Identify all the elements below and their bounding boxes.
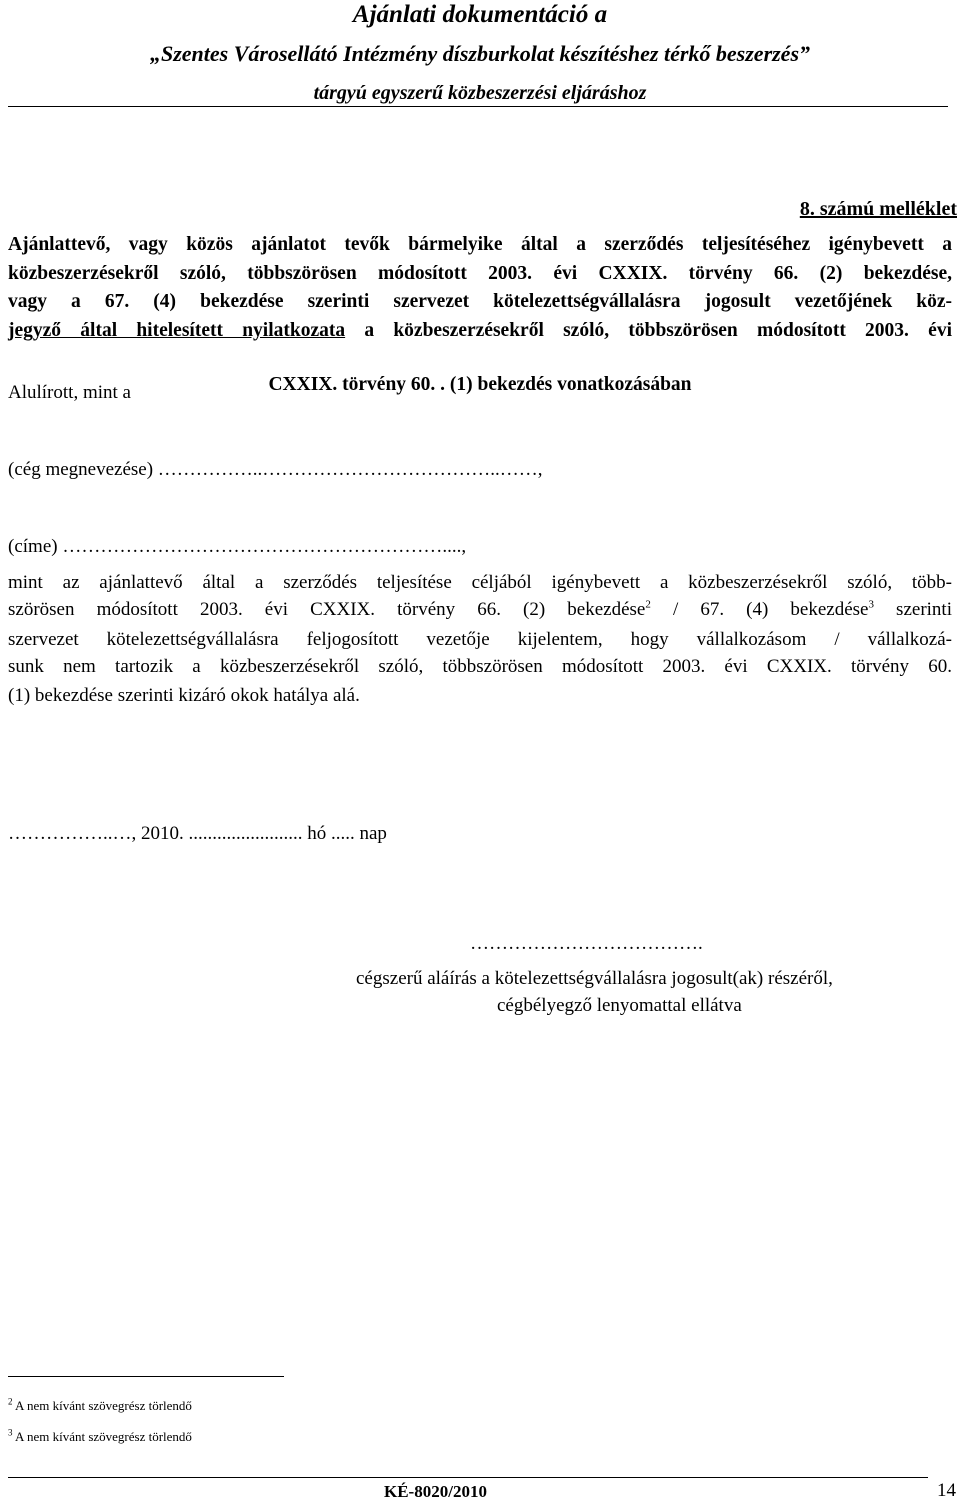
footnote-2-text: A nem kívánt szövegrész törlendő [12,1398,192,1413]
address-field[interactable] [8,535,466,559]
notarized-statement-phrase: jegyző által hitelesített nyilatkozata [8,320,346,341]
footnote-ref-2[interactable]: 2 [645,598,651,611]
address-label: (címe) [8,536,63,557]
title-line-1: Ajánlattevő, vagy közös ajánlatot tevők bármelyike által a szerződés teljesítéséhez igénybevett a [8,234,952,255]
footnote-2 [8,1398,192,1414]
declaration-line-2a: szörösen módosított 2003. évi CXXIX. törvény 66. (2) bekezdése [8,599,646,620]
footnote-3-number: 3 [8,1427,13,1438]
undersigned-label: Alulírott, mint a [8,382,131,403]
declaration-line-2 [8,597,952,623]
date-line[interactable]: ……………..…, 2010. ........................ hó ..... nap [8,823,387,844]
signature-blank[interactable]: ………………………………. [470,933,703,954]
declaration-line-1: mint az ajánlattevő által a szerződés teljesítése céljából igénybevett a közbeszerzésekről szóló, több- [8,572,952,593]
declaration-line-4: sunk nem tartozik a közbeszerzésekről szóló, többszörösen módosított 2003. évi CXXIX. törvény 60. [8,656,952,677]
company-name-blank[interactable]: ……………..………………………………..……, [157,459,543,480]
document-header-subject: tárgyú egyszerű közbeszerzési eljáráshoz [313,82,647,104]
declaration-line-3: szervezet kötelezettségvállalásra feljogosított vezetője kijelentem, hogy vállalkozásom / vállalkozá- [8,629,952,650]
declaration-line-5: (1) bekezdése szerinti kizáró okok hatálya alá. [8,685,360,706]
document-header-title: Ajánlati dokumentáció a [352,1,608,28]
document-header-project: „Szentes Városellátó Intézmény díszburkolat készítéshez térkő beszerzés” [149,41,811,66]
footnote-divider [8,1376,284,1377]
footer-document-code: KÉ-8020/2010 [384,1482,487,1501]
footnote-3 [8,1429,192,1445]
header-divider [8,106,948,107]
company-name-label: (cég megnevezése) [8,459,158,480]
address-blank[interactable]: ……………………………………………………...., [62,536,467,557]
company-name-field[interactable] [8,458,543,482]
signature-caption-line-1: cégszerű aláírás a kötelezettségvállalásra jogosult(ak) részéről, [356,968,833,989]
signature-caption-line-2: cégbélyegző lenyomattal ellátva [497,995,742,1016]
annex-label: 8. számú melléklet [799,198,957,220]
title-line-4 [8,318,952,344]
footer-divider [8,1477,928,1478]
title-line-4-rest: a közbeszerzésekről szóló, többszörösen módosított 2003. évi [345,320,952,341]
title-line-2: közbeszerzésekről szóló, többszörösen módosított 2003. évi CXXIX. törvény 66. (2) bekezdése, [8,263,952,284]
page-number: 14 [937,1480,956,1501]
footnote-2-number: 2 [8,1396,13,1407]
title-line-3: vagy a 67. (4) bekezdése szerinti szervezet kötelezettségvállalásra jogosult vezetőjének köz- [8,291,952,312]
footnote-ref-3[interactable]: 3 [868,598,874,611]
title-line-5: CXXIX. törvény 60. . (1) bekezdés vonatkozásában [268,374,692,395]
declaration-line-2b: / 67. (4) bekezdése [650,599,869,620]
footnote-3-text: A nem kívánt szövegrész törlendő [12,1429,192,1444]
declaration-line-2c: szerinti [873,599,952,620]
